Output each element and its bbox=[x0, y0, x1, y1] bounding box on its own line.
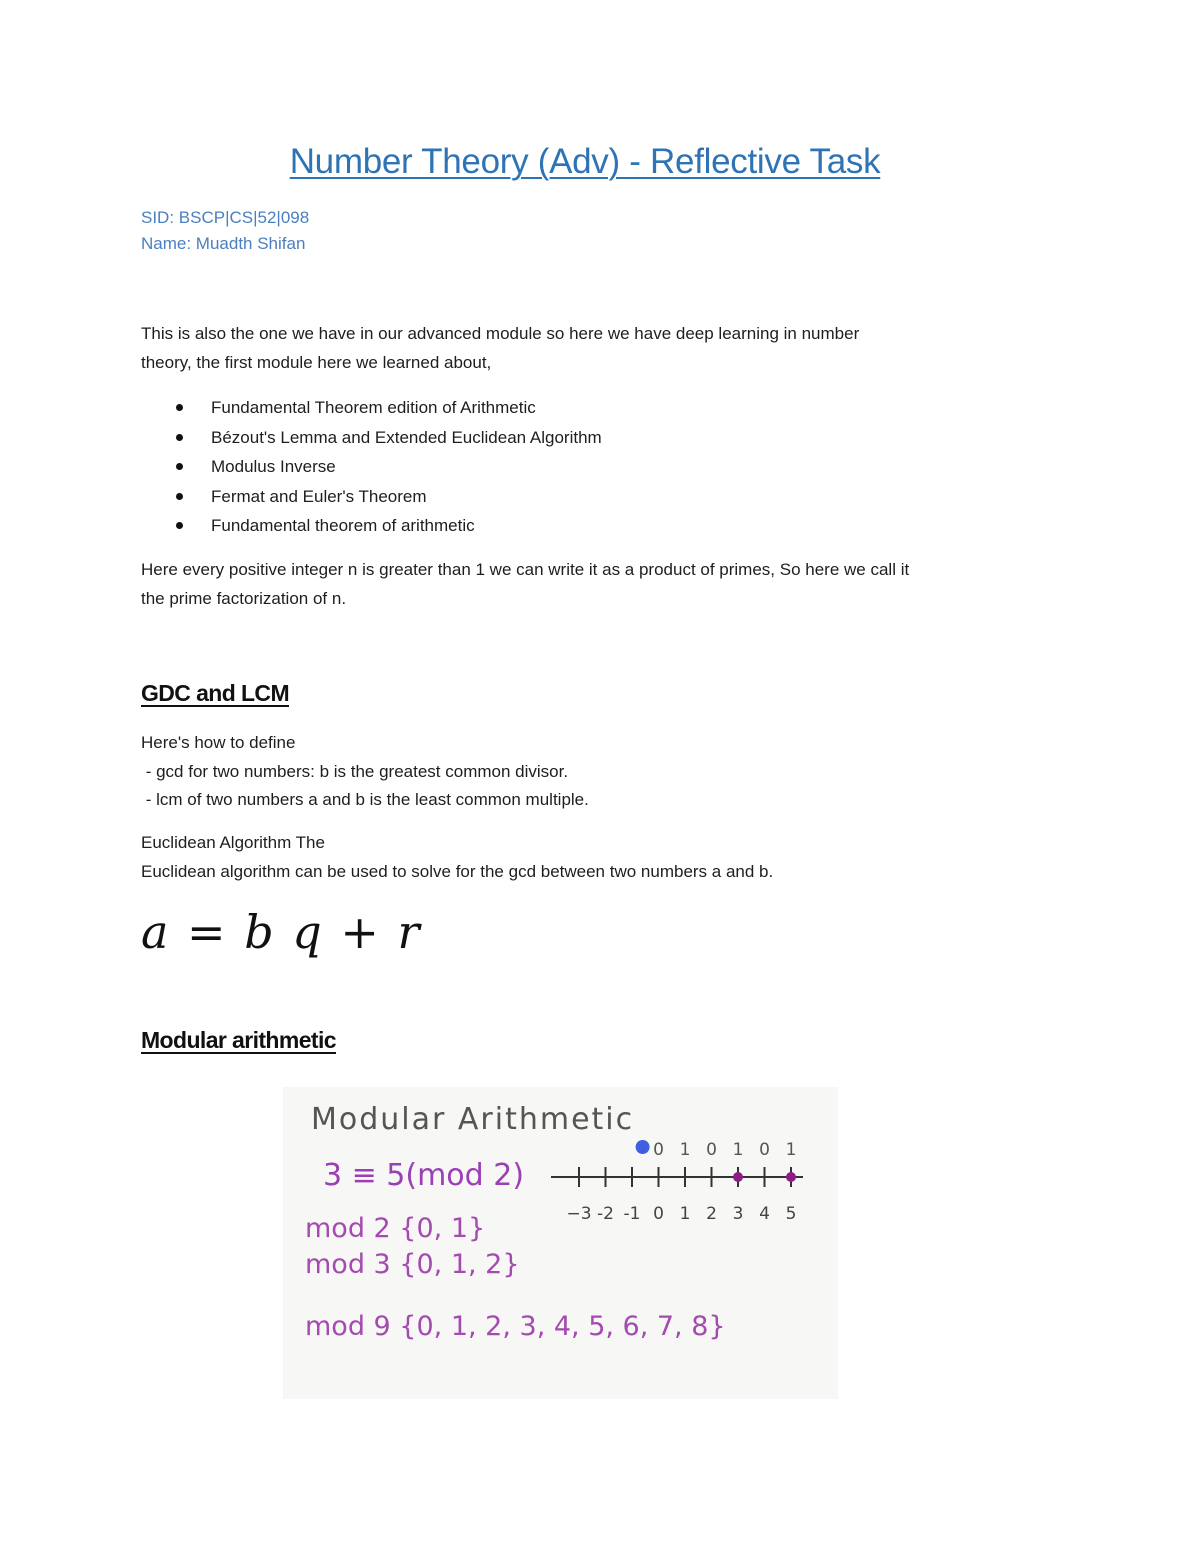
list-item: Bézout's Lemma and Extended Euclidean Algorithm bbox=[141, 423, 602, 453]
residue-label: 0 bbox=[706, 1140, 717, 1160]
student-name: Name: Muadth Shifan bbox=[141, 234, 306, 253]
residue-label: 0 bbox=[653, 1140, 664, 1160]
gcd-line: - gcd for two numbers: b is the greatest common divisor. bbox=[141, 761, 569, 781]
modular-arithmetic-figure bbox=[283, 1087, 838, 1399]
number-line-label: −3 bbox=[566, 1204, 592, 1224]
residue-label: 1 bbox=[785, 1140, 797, 1160]
number-line-label: 5 bbox=[785, 1204, 797, 1224]
number-line-label: 3 bbox=[732, 1204, 744, 1224]
euclid-paragraph bbox=[141, 829, 1041, 886]
number-line-label: -1 bbox=[623, 1204, 641, 1224]
intro-line: This is also the one we have in our advanced module so here we have deep learning in number bbox=[141, 324, 860, 343]
euclid-formula: a = b q + r bbox=[141, 905, 422, 959]
intro-line: theory, the first module here we learned about, bbox=[141, 352, 492, 372]
prime-line: the prime factorization of n. bbox=[141, 588, 347, 608]
list-item: Fundamental theorem of arithmetic bbox=[141, 511, 602, 541]
number-line-label: 1 bbox=[679, 1204, 691, 1224]
prime-paragraph bbox=[141, 556, 1041, 613]
gcd-lcm-heading: GDC and LCM bbox=[141, 680, 289, 706]
list-item: Fermat and Euler's Theorem bbox=[141, 482, 602, 512]
figure-title: Modular Arithmetic bbox=[311, 1102, 635, 1137]
define-line: Here's how to define bbox=[141, 733, 296, 752]
list-item: Modulus Inverse bbox=[141, 452, 602, 482]
intro-paragraph bbox=[141, 320, 1041, 377]
modular-heading: Modular arithmetic bbox=[141, 1027, 336, 1053]
residue-label: 0 bbox=[759, 1140, 770, 1160]
mod9-set: mod 9 {0, 1, 2, 3, 4, 5, 6, 7, 8} bbox=[305, 1311, 726, 1342]
student-id: SID: BSCP|CS|52|098 bbox=[141, 208, 310, 227]
mod2-set: mod 2 {0, 1} bbox=[305, 1213, 486, 1244]
list-item: Fundamental Theorem edition of Arithmetic bbox=[141, 393, 602, 423]
number-line bbox=[551, 1140, 803, 1224]
topic-list bbox=[141, 393, 602, 541]
lcm-line: - lcm of two numbers a and b is the least common multiple. bbox=[141, 790, 589, 809]
residue-label: 1 bbox=[679, 1140, 691, 1160]
euclid-line: Euclidean algorithm can be used to solve for the gcd between two numbers a and b. bbox=[141, 861, 774, 881]
definition-paragraph bbox=[141, 729, 1041, 815]
number-line-label: -2 bbox=[597, 1204, 614, 1224]
highlight-dot bbox=[636, 1140, 650, 1154]
page-title: Number Theory (Adv) - Reflective Task bbox=[289, 142, 881, 181]
congruent-point-5 bbox=[786, 1172, 796, 1182]
number-line-label: 4 bbox=[759, 1204, 770, 1224]
handwritten-notes-image bbox=[283, 1087, 838, 1399]
euclid-line: Euclidean Algorithm The bbox=[141, 833, 325, 852]
residue-label: 1 bbox=[732, 1140, 744, 1160]
number-line-label: 0 bbox=[653, 1204, 664, 1224]
prime-line: Here every positive integer n is greater than 1 we can write it as a product of primes, So here we call it bbox=[141, 560, 910, 579]
congruent-point-3 bbox=[733, 1172, 743, 1182]
number-line-label: 2 bbox=[706, 1204, 717, 1224]
congruence-note: 3 ≡ 5(mod 2) bbox=[323, 1158, 525, 1193]
mod3-set: mod 3 {0, 1, 2} bbox=[305, 1249, 520, 1280]
